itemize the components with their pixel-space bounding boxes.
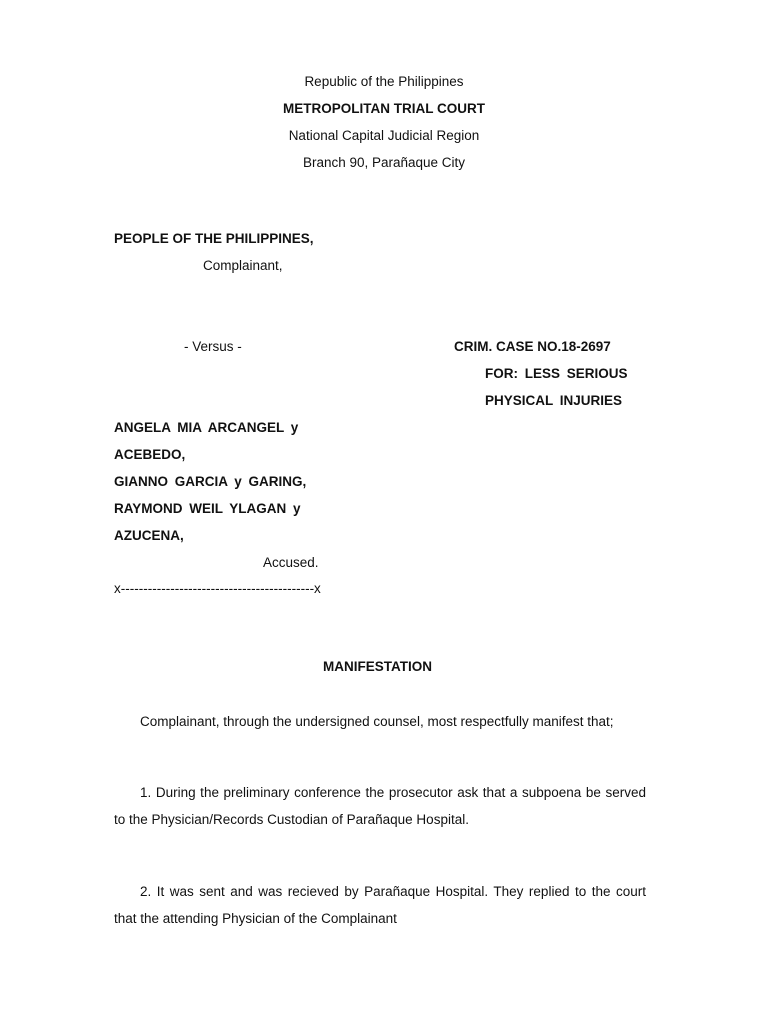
plaintiff-role: Complainant, bbox=[203, 258, 283, 273]
accused-line-2: ACEBEDO, bbox=[114, 447, 186, 462]
intro-paragraph: Complainant, through the undersigned counsel, most respectfully manifest that; bbox=[140, 714, 614, 729]
versus-label: - Versus - bbox=[184, 339, 242, 354]
court-name: METROPOLITAN TRIAL COURT bbox=[283, 101, 485, 116]
case-offense: PHYSICAL INJURIES bbox=[485, 393, 623, 408]
accused-line-1: ANGELA MIA ARCANGEL y bbox=[114, 420, 299, 435]
judicial-region: National Capital Judicial Region bbox=[288, 128, 480, 143]
accused-line-4: RAYMOND WEIL YLAGAN y bbox=[114, 501, 301, 516]
accused-line-3: GIANNO GARCIA y GARING, bbox=[114, 474, 307, 489]
court-branch: Branch 90, Parañaque City bbox=[302, 155, 466, 170]
accused-line-5: AZUCENA, bbox=[114, 528, 184, 543]
item-2-paragraph: 2. It was sent and was recieved by Parañaque Hospital. They replied to the court that the attending Physician of the Complainant bbox=[114, 884, 646, 926]
case-for-label: FOR: LESS SERIOUS bbox=[485, 366, 628, 381]
caption-separator: x-------------------------------------------x bbox=[114, 581, 321, 596]
plaintiff-name: PEOPLE OF THE PHILIPPINES, bbox=[114, 231, 314, 246]
document-title: MANIFESTATION bbox=[323, 659, 432, 674]
item-1-text: 1. During the preliminary conference the prosecutor ask that a subpoena be served to the Physician/Records Custodian of Parañaque Hospital. bbox=[114, 785, 646, 827]
item-1-paragraph bbox=[114, 779, 646, 851]
republic-heading: Republic of the Philippines bbox=[304, 74, 464, 89]
accused-role: Accused. bbox=[263, 555, 319, 570]
case-number: CRIM. CASE NO.18-2697 bbox=[454, 339, 611, 354]
